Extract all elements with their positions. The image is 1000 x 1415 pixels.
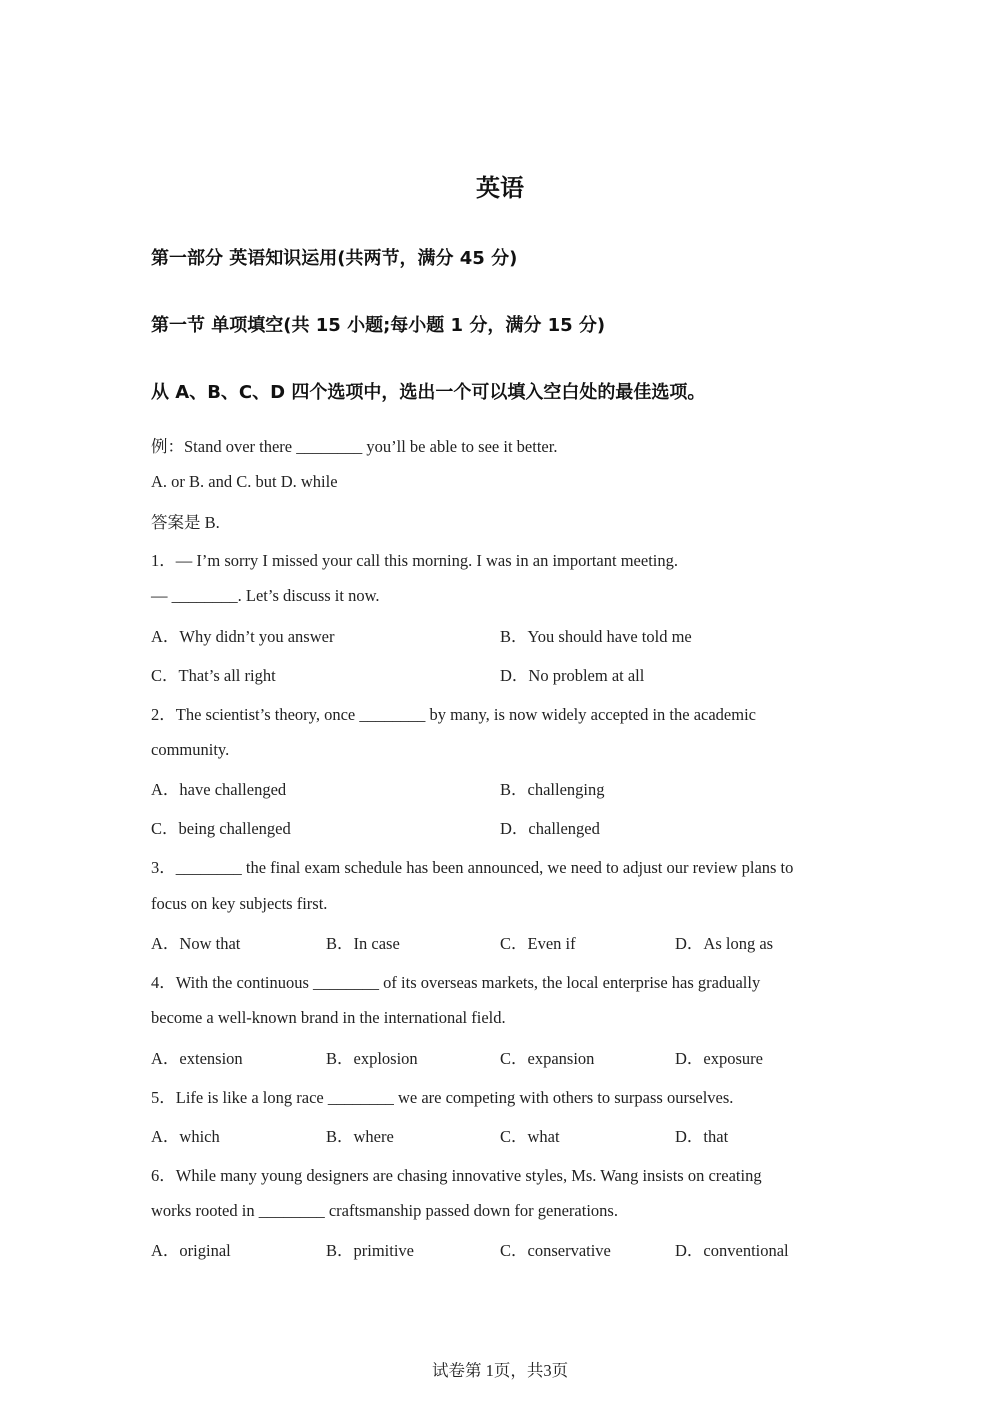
question-3-line-2: focus on key subjects first. (151, 894, 328, 913)
part-heading: 第一部分 英语知识运用(共两节，满分 45 分) (151, 248, 518, 269)
question-4-option-a: A．extension (151, 1049, 243, 1068)
page-title: 英语 (476, 174, 524, 202)
question-1-option-b: B．You should have told me (500, 627, 692, 646)
example-question: 例：Stand over there ________ you’ll be able to see it better. (151, 437, 558, 456)
question-4-line-2: become a well-known brand in the international field. (151, 1008, 506, 1027)
question-2-option-c: C．being challenged (151, 819, 291, 838)
example-options: A. or B. and C. but D. while (151, 472, 338, 491)
example-answer: 答案是 B. (151, 513, 220, 532)
section-heading: 第一节 单项填空(共 15 小题;每小题 1 分，满分 15 分) (151, 315, 606, 336)
question-4-line-1: 4．With the continuous ________ of its overseas markets, the local enterprise has gradually (151, 973, 761, 992)
question-1-option-a: A．Why didn’t you answer (151, 627, 335, 646)
question-1-line-1: 1．— I’m sorry I missed your call this morning. I was in an important meeting. (151, 551, 678, 570)
question-5-option-c: C．what (500, 1127, 560, 1146)
question-6-line-2: works rooted in ________ craftsmanship passed down for generations. (151, 1201, 618, 1220)
question-3-option-b: B．In case (326, 934, 400, 953)
question-3-option-d: D．As long as (675, 934, 774, 953)
question-6-option-a: A．original (151, 1241, 231, 1260)
question-5-option-b: B．where (326, 1127, 394, 1146)
question-2-option-a: A．have challenged (151, 780, 287, 799)
question-4-option-c: C．expansion (500, 1049, 595, 1068)
question-3-line-1: 3．________ the final exam schedule has been announced, we need to adjust our review plans to (151, 858, 794, 877)
question-6-option-c: C．conservative (500, 1241, 611, 1260)
question-5-option-a: A．which (151, 1127, 220, 1146)
question-6-option-d: D．conventional (675, 1241, 789, 1260)
question-5-option-d: D．that (675, 1127, 729, 1146)
question-2-option-d: D．challenged (500, 819, 600, 838)
question-2-option-b: B．challenging (500, 780, 605, 799)
instruction-heading: 从 A、B、C、D 四个选项中，选出一个可以填入空白处的最佳选项。 (151, 382, 706, 403)
question-1-option-c: C．That’s all right (151, 666, 276, 685)
question-2-line-2: community. (151, 740, 230, 759)
question-1-line-2: — ________. Let’s discuss it now. (151, 586, 380, 605)
question-3-option-a: A．Now that (151, 934, 241, 953)
question-4-option-b: B．explosion (326, 1049, 418, 1068)
question-2-line-1: 2．The scientist’s theory, once ________ by many, is now widely accepted in the academic (151, 705, 756, 724)
question-6-line-1: 6．While many young designers are chasing innovative styles, Ms. Wang insists on creating (151, 1166, 762, 1185)
question-6-option-b: B．primitive (326, 1241, 414, 1260)
page-footer: 试卷第 1页，共3页 (431, 1361, 569, 1380)
question-5-line-1: 5．Life is like a long race ________ we are competing with others to surpass ourselves. (151, 1088, 734, 1107)
question-4-option-d: D．exposure (675, 1049, 763, 1068)
question-3-option-c: C．Even if (500, 934, 576, 953)
question-1-option-d: D．No problem at all (500, 666, 645, 685)
